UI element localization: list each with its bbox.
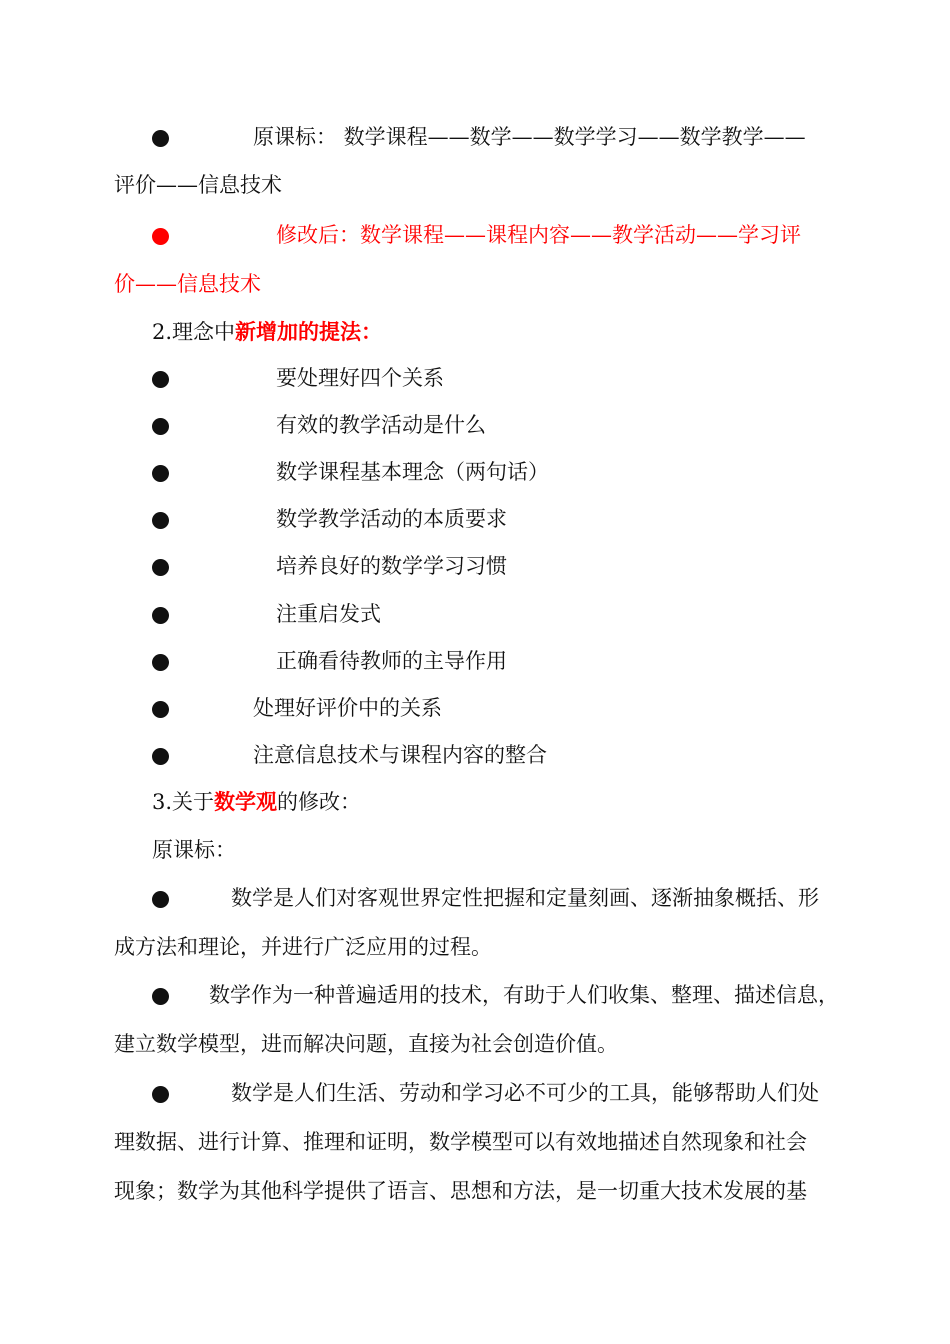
section-2-prefix: 2.理念中 <box>152 320 236 344</box>
bullet-dot-icon <box>152 654 169 671</box>
bullet-dot-icon <box>152 1086 169 1103</box>
bullet-dot-icon <box>152 748 169 765</box>
paragraph-text: 数学是人们生活、劳动和学习必不可少的工具，能够帮助人们处 <box>231 1081 819 1105</box>
list-item-text: 要处理好四个关系 <box>276 366 444 390</box>
revised-sequence-cont: 价——信息技术 <box>114 272 261 296</box>
original-standard-sequence: 原课标： 数学课程——数学——数学学习——数学教学—— <box>253 125 806 149</box>
section-3-prefix: 3.关于 <box>152 790 215 814</box>
bullet-dot-icon <box>152 130 169 147</box>
list-item-text: 数学教学活动的本质要求 <box>276 507 507 531</box>
bullet-dot-icon <box>152 418 169 435</box>
bullet-dot-icon <box>152 701 169 718</box>
bullet-dot-icon <box>152 371 169 388</box>
paragraph-text: 数学作为一种普遍适用的技术，有助于人们收集、整理、描述信息， <box>209 983 839 1007</box>
revised-sequence: 修改后：数学课程——课程内容——教学活动——学习评 <box>276 223 801 247</box>
original-standard-label: 原课标： <box>152 838 236 862</box>
original-standard-sequence-cont: 评价——信息技术 <box>114 173 282 197</box>
bullet-dot-icon <box>152 559 169 576</box>
list-item-text: 有效的教学活动是什么 <box>276 413 486 437</box>
paragraph-text: 建立数学模型，进而解决问题，直接为社会创造价值。 <box>114 1032 618 1056</box>
bullet-dot-icon <box>152 607 169 624</box>
paragraph-text: 成方法和理论，并进行广泛应用的过程。 <box>114 935 492 959</box>
list-item-text: 注意信息技术与课程内容的整合 <box>253 743 547 767</box>
bullet-dot-icon <box>152 988 169 1005</box>
bullet-dot-icon <box>152 512 169 529</box>
bullet-dot-icon <box>152 465 169 482</box>
bullet-dot-icon <box>152 891 169 908</box>
list-item-text: 数学课程基本理念（两句话） <box>276 460 549 484</box>
list-item-text: 正确看待教师的主导作用 <box>276 649 507 673</box>
list-item-text: 处理好评价中的关系 <box>253 696 442 720</box>
list-item-text: 注重启发式 <box>276 602 381 626</box>
bullet-dot-icon <box>152 228 169 245</box>
paragraph-text: 现象；数学为其他科学提供了语言、思想和方法，是一切重大技术发展的基 <box>114 1179 807 1203</box>
section-3-emphasis: 数学观 <box>214 790 278 814</box>
section-3-suffix: 的修改： <box>277 790 362 814</box>
paragraph-text: 理数据、进行计算、推理和证明，数学模型可以有效地描述自然现象和社会 <box>114 1130 807 1154</box>
list-item-text: 培养良好的数学学习习惯 <box>276 554 507 578</box>
section-2-emphasis: 新增加的提法： <box>235 320 383 344</box>
paragraph-text: 数学是人们对客观世界定性把握和定量刻画、逐渐抽象概括、形 <box>231 886 819 910</box>
